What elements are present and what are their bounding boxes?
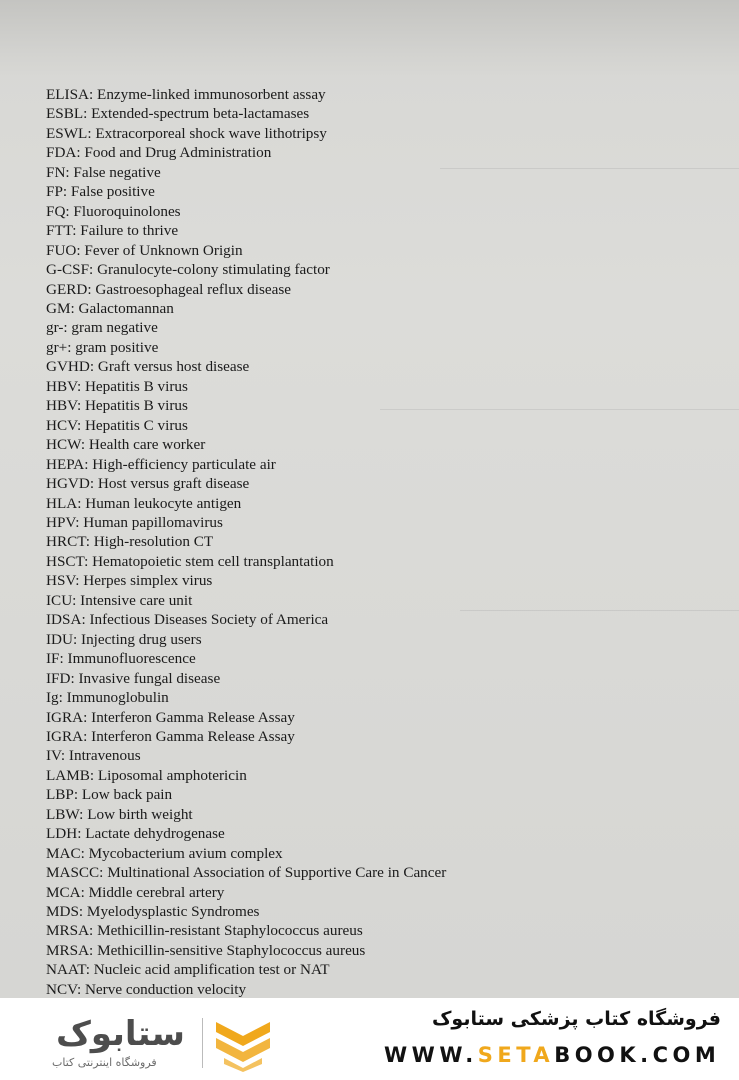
abbreviation-entry: NAAT: Nucleic acid amplification test or NAT xyxy=(46,961,330,979)
abbreviation-entry: G-CSF: Granulocyte-colony stimulating factor xyxy=(46,261,330,279)
abbreviation-entry: GM: Galactomannan xyxy=(46,299,174,317)
abbreviation-entry: GERD: Gastroesophageal reflux disease xyxy=(46,280,292,298)
abbreviation-entry: FQ: Fluoroquinolones xyxy=(46,202,181,220)
abbreviation-entry: gr-: gram negative xyxy=(46,319,158,337)
abbreviation-entry: NCV: Nerve conduction velocity xyxy=(46,980,247,998)
abbreviation-entry: IF: Immunofluorescence xyxy=(46,650,196,668)
abbreviation-entry: HCV: Hepatitis C virus xyxy=(46,416,188,434)
abbreviation-entry: HLA: Human leukocyte antigen xyxy=(46,494,242,512)
abbreviation-entry: IFD: Invasive fungal disease xyxy=(46,669,221,687)
abbreviation-entry: ESBL: Extended-spectrum beta-lactamases xyxy=(46,105,310,123)
abbreviation-entry: FN: False negative xyxy=(46,163,161,181)
abbreviation-entry: ESWL: Extracorporeal shock wave lithotripsy xyxy=(46,124,327,142)
abbreviation-entry: HBV: Hepatitis B virus xyxy=(46,397,188,415)
abbreviation-entry: HSV: Herpes simplex virus xyxy=(46,572,213,590)
abbreviation-entry: ICU: Intensive care unit xyxy=(46,591,193,609)
url-suffix: BOOK.COM xyxy=(554,1043,721,1067)
abbreviation-entry: FP: False positive xyxy=(46,183,155,201)
logo-divider xyxy=(202,1018,203,1068)
abbreviation-entry: ELISA: Enzyme-linked immunosorbent assay xyxy=(46,86,326,103)
abbreviation-entry: LBW: Low birth weight xyxy=(46,805,193,823)
abbreviation-entry: IDSA: Infectious Diseases Society of America xyxy=(46,611,329,629)
logo-tagline: فروشگاه اینترنتی کتاب xyxy=(52,1056,157,1069)
abbreviation-entry: FDA: Food and Drug Administration xyxy=(46,144,272,162)
abbreviation-entry: HSCT: Hematopoietic stem cell transplantation xyxy=(46,552,334,570)
abbreviation-entry: LDH: Lactate dehydrogenase xyxy=(46,825,225,843)
url-accent: SETA xyxy=(477,1043,555,1067)
abbreviation-list xyxy=(46,85,446,998)
chevron-stack-icon xyxy=(212,1016,274,1072)
abbreviation-entry: LAMB: Liposomal amphotericin xyxy=(46,766,247,784)
abbreviation-entry: MASCC: Multinational Association of Supportive Care in Cancer xyxy=(46,864,447,882)
abbreviation-entry: MRSA: Methicillin-sensitive Staphylococcus aureus xyxy=(46,941,366,959)
abbreviation-entry: HCW: Health care worker xyxy=(46,436,206,454)
store-name: فروشگاه کتاب پزشکی ستابوک xyxy=(431,1008,721,1030)
abbreviation-entry: IGRA: Interferon Gamma Release Assay xyxy=(46,708,295,726)
abbreviation-entry: GVHD: Graft versus host disease xyxy=(46,358,250,376)
abbreviation-entry: MCA: Middle cerebral artery xyxy=(46,883,225,901)
abbreviation-entry: HBV: Hepatitis B virus xyxy=(46,377,188,395)
url-prefix: WWW. xyxy=(384,1043,478,1067)
abbreviation-entry: gr+: gram positive xyxy=(46,338,159,356)
abbreviation-entry: MAC: Mycobacterium avium complex xyxy=(46,844,283,862)
watermark-footer xyxy=(0,998,739,1080)
abbreviation-entry: HPV: Human papillomavirus xyxy=(46,513,223,531)
abbreviation-entry: FTT: Failure to thrive xyxy=(46,222,179,240)
abbreviation-entry: IGRA: Interferon Gamma Release Assay xyxy=(46,727,295,745)
abbreviation-entry: HEPA: High-efficiency particulate air xyxy=(46,455,276,473)
abbreviation-entry: HRCT: High-resolution CT xyxy=(46,533,214,551)
setabook-logo xyxy=(38,1012,288,1074)
abbreviation-entry: Ig: Immunoglobulin xyxy=(46,689,169,707)
abbreviation-entry: MDS: Myelodysplastic Syndromes xyxy=(46,903,260,921)
abbreviation-entry: FUO: Fever of Unknown Origin xyxy=(46,241,243,259)
abbreviation-entry: LBP: Low back pain xyxy=(46,786,173,804)
store-url[interactable] xyxy=(384,1043,720,1067)
abbreviation-entry: IV: Intravenous xyxy=(46,747,141,765)
logo-wordmark: ستابوک xyxy=(56,1014,185,1054)
abbreviation-entry: HGVD: Host versus graft disease xyxy=(46,475,250,493)
abbreviation-entry: MRSA: Methicillin-resistant Staphylococcus aureus xyxy=(46,922,363,940)
abbreviation-entry: IDU: Injecting drug users xyxy=(46,630,202,648)
page-top-shadow xyxy=(0,0,739,78)
